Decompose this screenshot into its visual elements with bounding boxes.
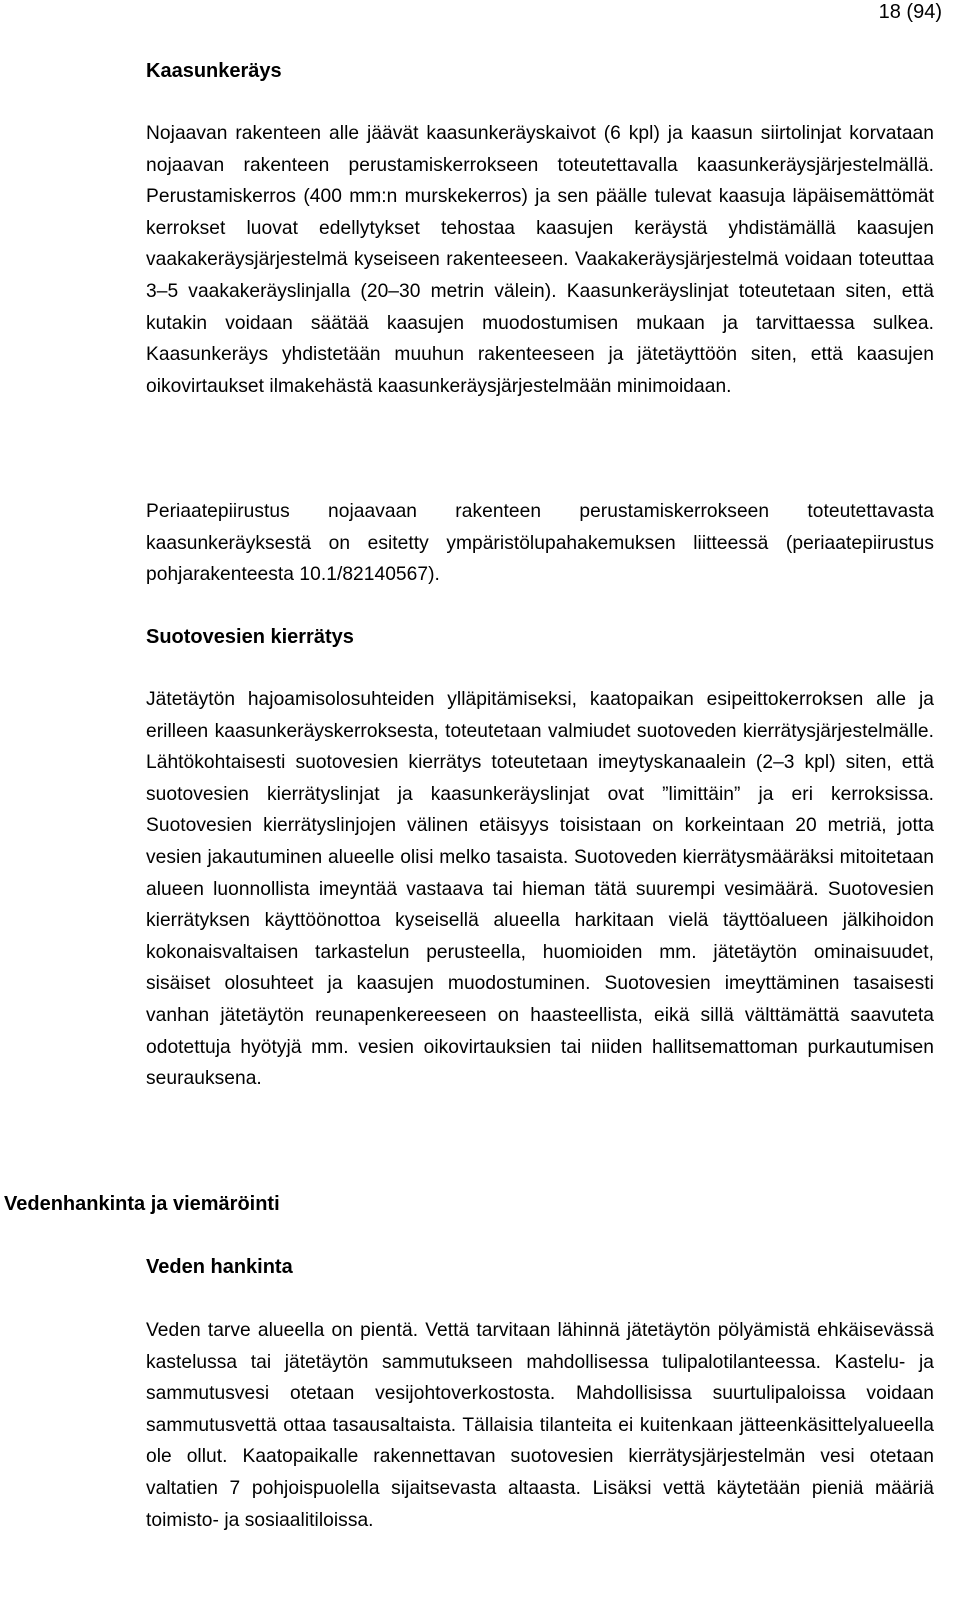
paragraph-text: Jätetäytön hajoamisolosuhteiden ylläpitämiseksi, kaatopaikan esipeittokerroksen alle ja erilleen kaasunkeräyskerroksesta, toteutetaan valmiudet suotoveden kierrätysjärjestelmälle. Lähtökohtaisesti suotovesien kierrätys toteutetaan imeytyskanaalein (2–3 kpl) siten, että suotovesien kierrätyslinjat ja kaasunkeräyslinjat ovat ”limittäin” ja eri kerroksissa. Suotovesien kierrätyslinjojen välinen etäisyys toisistaan on korkeintaan 20 metriä, jotta vesien jakautuminen alueelle olisi melko tasaista. Suotoveden kierrätysmääräksi mitoitetaan alueen luonnollista imeyntää vastaava tai hieman tätä suurempi vesimäärä. Suotovesien kierrätyksen käyttöönottoa kyseisellä alueella harkitaan vielä täyttöalueen jälkihoidon kokonaisvaltaisen tarkastelun perusteella, huomioiden mm. jätetäytön ominaisuudet, sisäiset olosuhteet ja kaasujen muodostuminen. Suotovesien imeyttäminen tasaisesti vanhan jätetäytön reunapenkereeseen on haasteellista, eikä sillä välttämättä saavuteta odotettuja hyötyjä mm. vesien oikovirtauksien tai niiden hallitsemattoman purkautumisen seurauksena. (146, 689, 934, 1090)
heading-kaasunkerays: Kaasunkeräys (146, 60, 282, 82)
paragraph-text: Nojaavan rakenteen alle jäävät kaasunkeräyskaivot (6 kpl) ja kaasun siirtolinjat korvataan nojaavan rakenteen perustamiskerrokseen toteutettavalla kaasunkeräysjärjestelmällä. Perustamiskerros (400 mm:n murskekerros) ja sen päälle tulevat kaasuja läpäisemättömät kerrokset luovat edellytykset tehostaa kaasujen keräystä yhdistämällä kaasujen vaakakeräysjärjestelmä kyseiseen rakenteeseen. Vaakakeräysjärjestelmä voidaan toteuttaa 3–5 vaakakeräyslinjalla (20–30 metrin välein). Kaasunkeräyslinjat toteutetaan siten, että kutakin voidaan säätää kaasujen muodostumisen mukaan ja tarvittaessa sulkea. Kaasunkeräys yhdistetään muuhun rakenteeseen ja jätetäyttöön siten, että kaasujen oikovirtaukset ilmakehästä kaasunkeräysjärjestelmään minimoidaan. (146, 123, 934, 397)
paragraph-text: Periaatepiirustus nojaavaan rakenteen perustamiskerrokseen toteutettavasta kaasunkeräyksestä on esitetty ympäristölupahakemuksen liitteessä (periaatepiirustus pohjarakenteesta 10.1/82140567). (146, 501, 934, 586)
paragraph-text: Veden tarve alueella on pientä. Vettä tarvitaan lähinnä jätetäytön pölyämistä ehkäisevässä kastelussa tai jätetäytön sammutukseen mahdollisessa tulipalotilanteessa. Kastelu- ja sammutusvesi otetaan vesijohtoverkostosta. Mahdollisissa suurtulipaloissa voidaan sammutusvettä ottaa tasausaltaista. Tällaisia tilanteita ei kuitenkaan jätteenkäsittelyalueella ole ollut. Kaatopaikalle rakennettavan suotovesien kierrätysjärjestelmän vesi otetaan valtatien 7 pohjoispuolella sijaitsevasta altaasta. Lisäksi vettä käytetään pieniä määriä toimisto- ja sosiaalitiloissa. (146, 1320, 934, 1531)
heading-suotovesien-kierratys: Suotovesien kierrätys (146, 626, 354, 648)
paragraph-veden-hankinta (146, 1315, 934, 1536)
paragraph-kaasunkerays-2 (146, 496, 934, 591)
paragraph-kaasunkerays-1 (146, 118, 934, 402)
heading-vedenhankinta-ja-viemarointi: Vedenhankinta ja viemäröinti (4, 1193, 280, 1215)
paragraph-suotovesien-kierratys (146, 684, 934, 1095)
heading-veden-hankinta: Veden hankinta (146, 1256, 293, 1278)
page-number: 18 (94) (878, 1, 942, 23)
